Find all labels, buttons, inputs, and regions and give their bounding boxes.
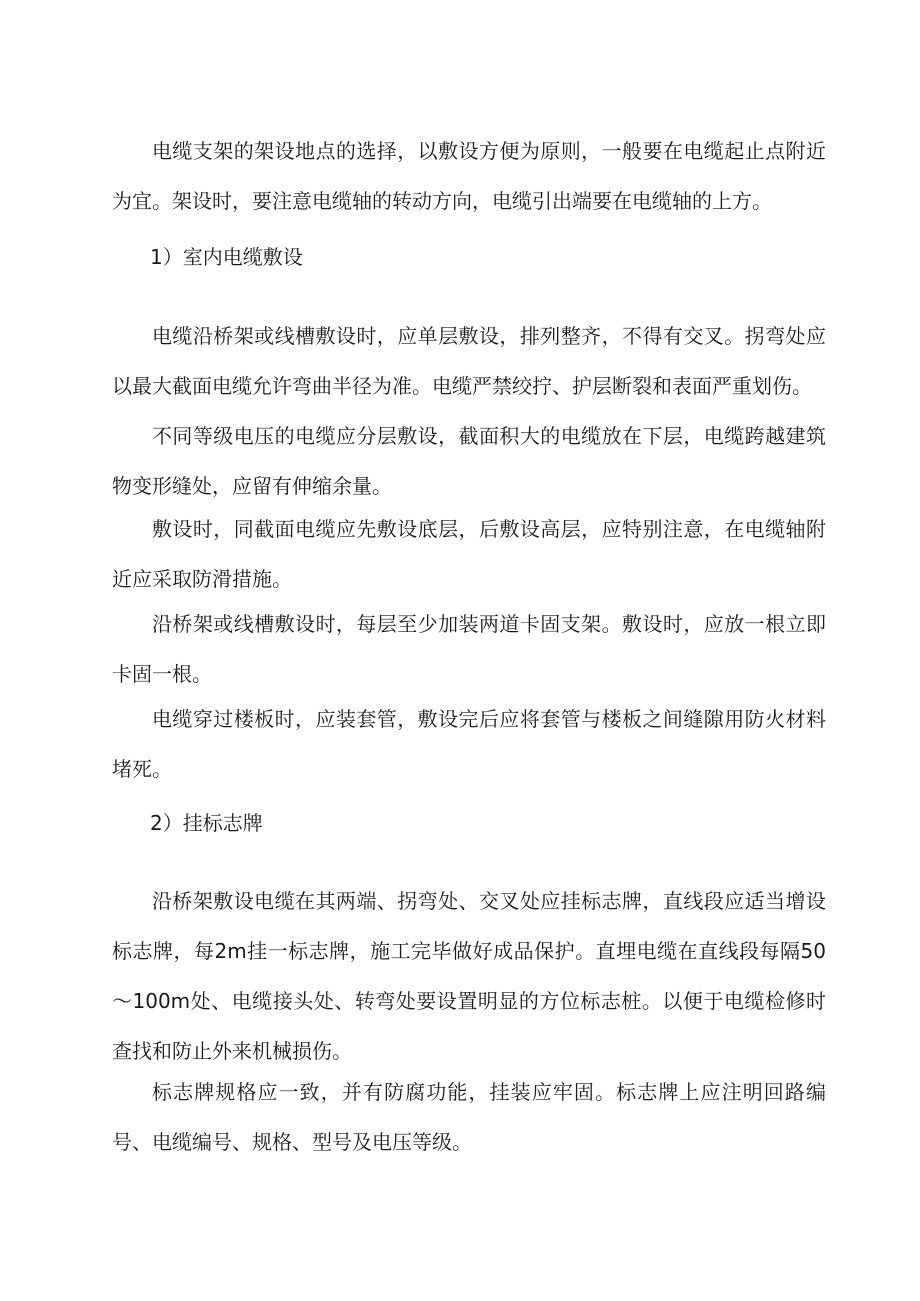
paragraph-laying-order: 敷设时，同截面电缆应先敷设底层，后敷设高层，应特别注意，在电缆轴附近应采取防滑措施。 <box>112 517 826 591</box>
section-heading-tag-labels: 2）挂标志牌 <box>150 811 263 835</box>
paragraph-bracket-fixing: 沿桥架或线槽敷设时，每层至少加装两道卡固支架。敷设时，应放一根立即卡固一根。 <box>112 612 826 686</box>
paragraph-tag-specification: 标志牌规格应一致，并有防腐功能，挂装应牢固。标志牌上应注明回路编号、电缆编号、规格、型号及电压等级。 <box>112 1080 826 1154</box>
paragraph-voltage-layers: 不同等级电压的电缆应分层敷设，截面积大的电缆放在下层，电缆跨越建筑物变形缝处，应留有伸缩余量。 <box>112 424 826 498</box>
paragraph-tag-placement: 沿桥架敷设电缆在其两端、拐弯处、交叉处应挂标志牌，直线段应适当增设标志牌，每2m挂一标志牌，施工完毕做好成品保护。直埋电缆在直线段每隔50～100m处、电缆接头处、转弯处要设置明显的方位标志桩。以便于电缆检修时查找和防止外来机械损伤。 <box>112 889 826 1063</box>
paragraph-bracket-location: 电缆支架的架设地点的选择，以敷设方便为原则，一般要在电缆起止点附近为宜。架设时，要注意电缆轴的转动方向，电缆引出端要在电缆轴的上方。 <box>112 139 826 213</box>
paragraph-tray-laying: 电缆沿桥架或线槽敷设时，应单层敷设，排列整齐，不得有交叉。拐弯处应以最大截面电缆允许弯曲半径为准。电缆严禁绞拧、护层断裂和表面严重划伤。 <box>112 324 826 398</box>
section-heading-indoor-laying: 1）室内电缆敷设 <box>150 245 303 269</box>
paragraph-floor-sleeve: 电缆穿过楼板时，应装套管，敷设完后应将套管与楼板之间缝隙用防火材料堵死。 <box>112 707 826 781</box>
